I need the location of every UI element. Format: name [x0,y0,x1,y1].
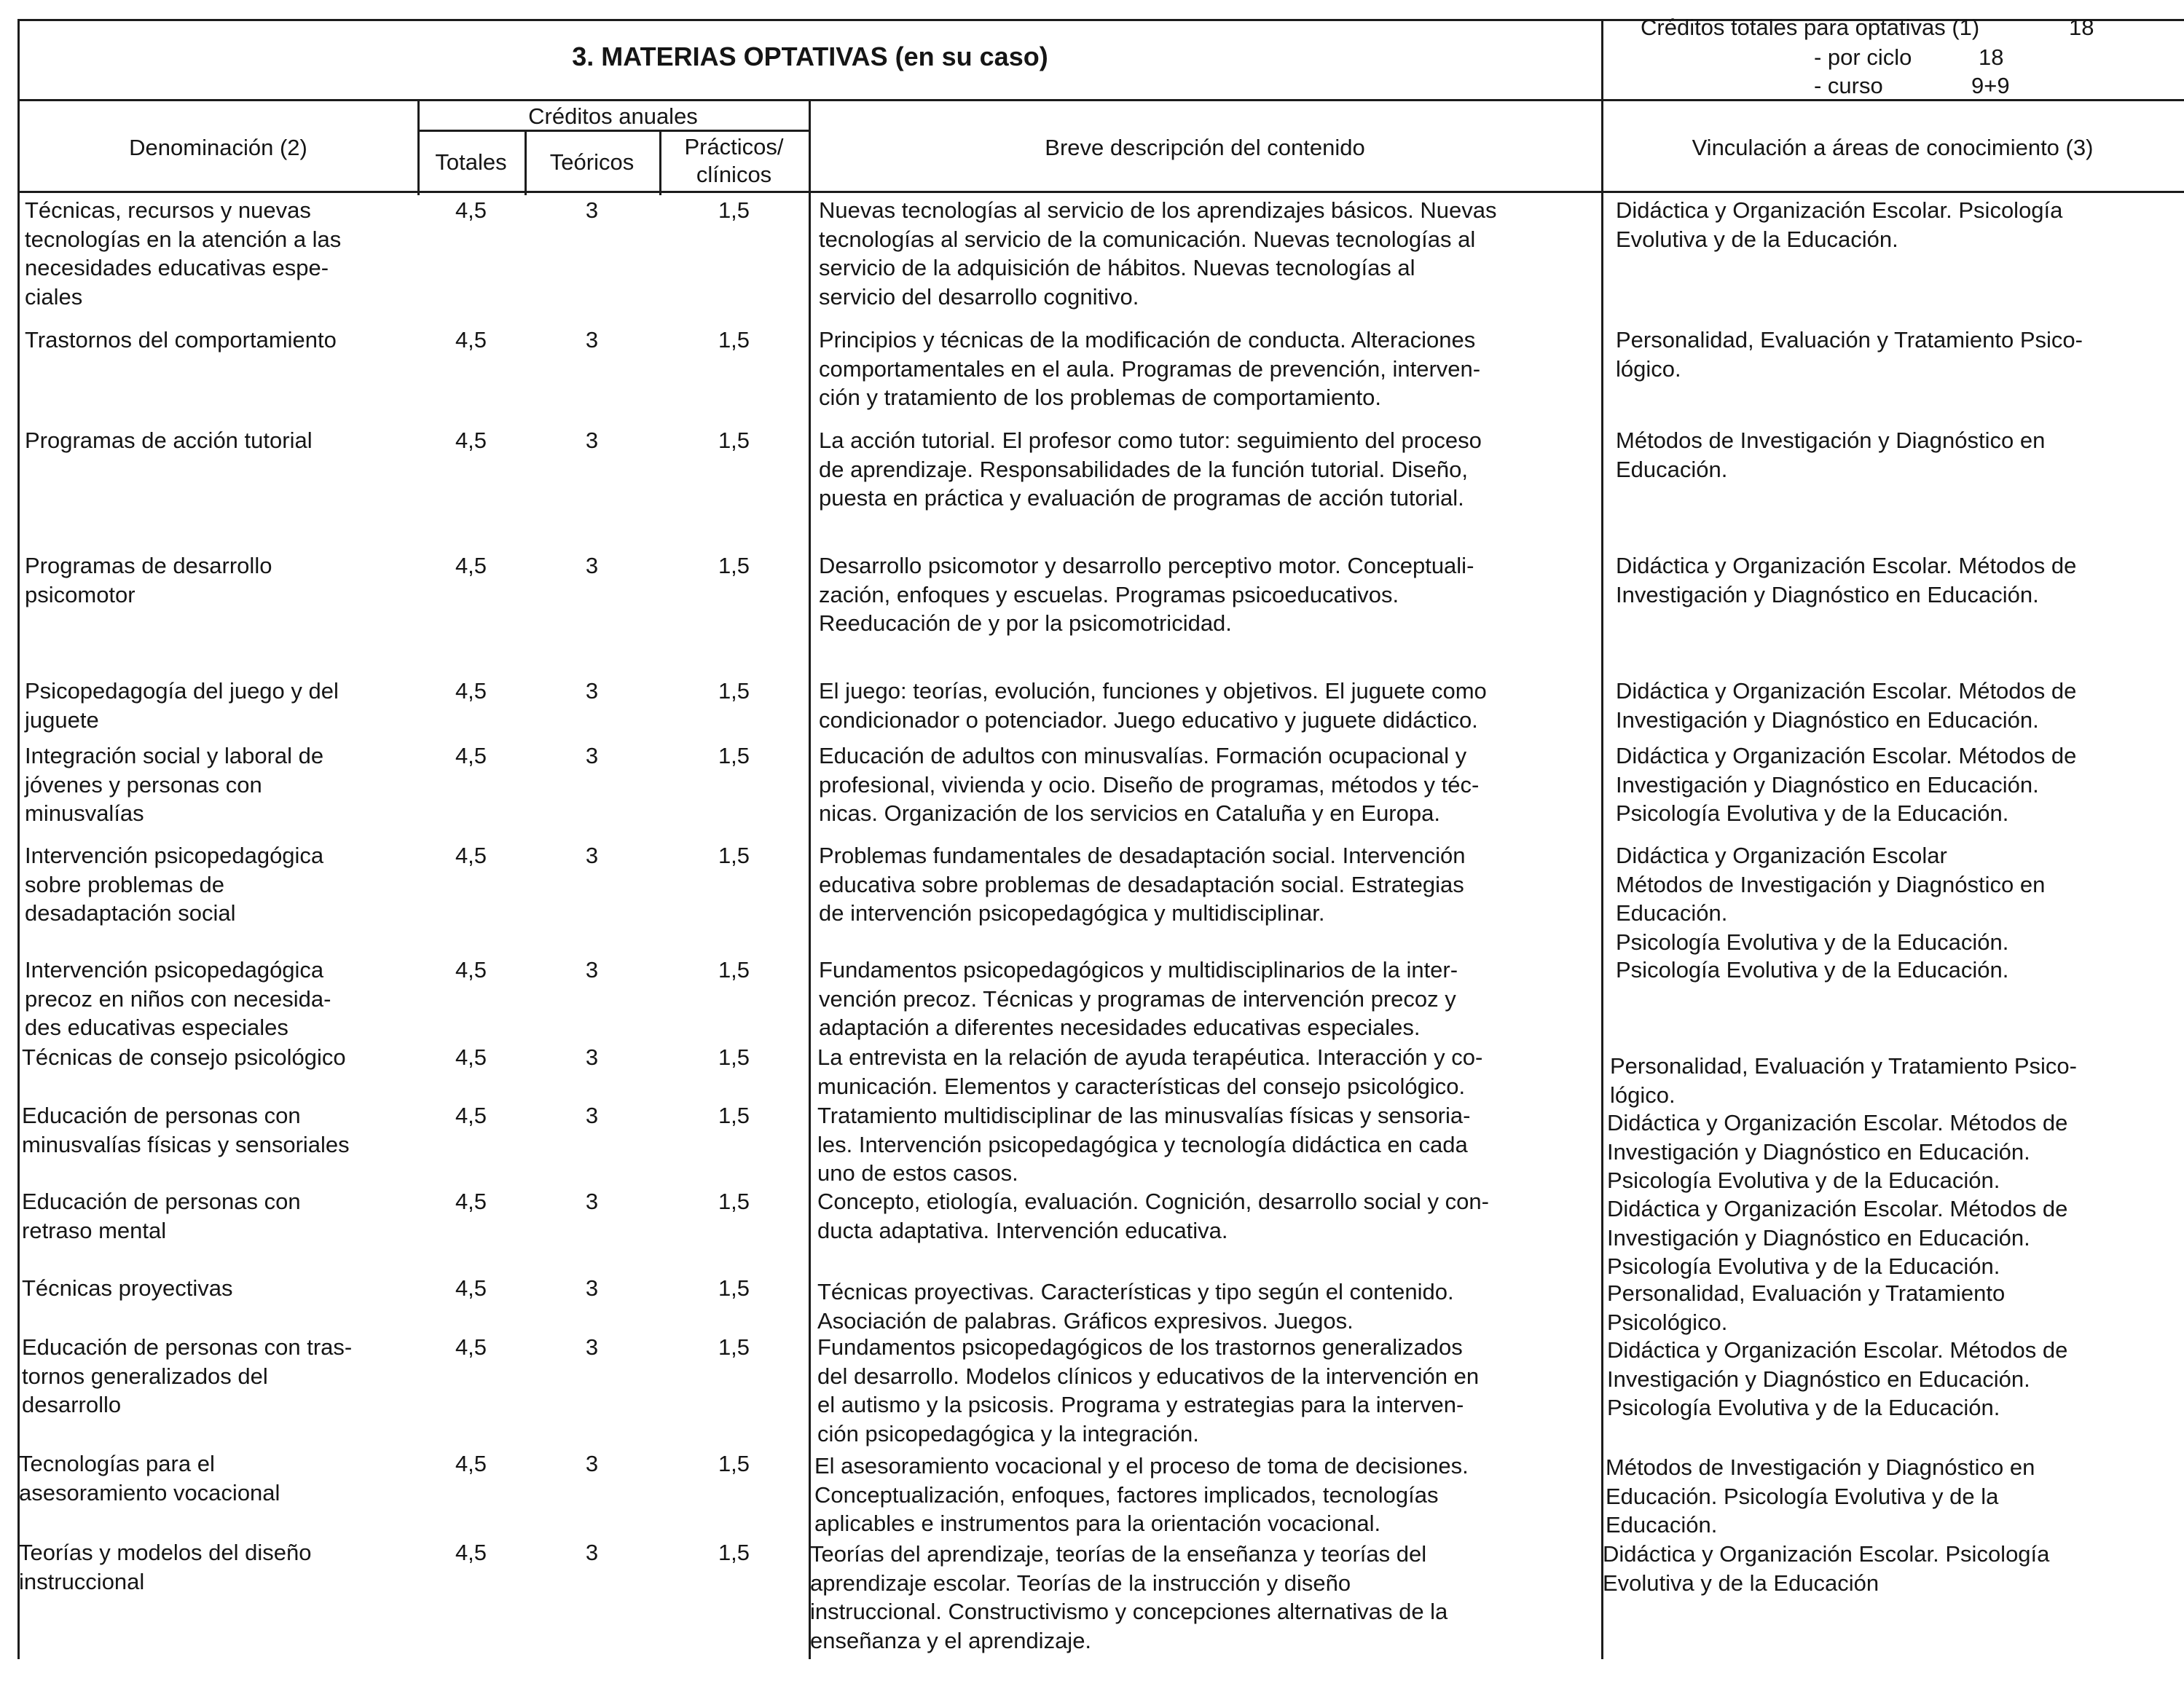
row-theoretical: 3 [585,1044,599,1070]
row-name: Técnicas, recursos y nuevas tecnologías en la atención a las necesidades educativas espe- ciales [25,197,342,310]
row-theoretical: 3 [585,743,599,768]
row-totals: 4,5 [455,197,487,223]
row-theoretical: 3 [585,1103,599,1128]
row-totals: 4,5 [455,743,487,768]
row-areas: Métodos de Investigación y Diagnóstico en Educación. [1616,428,2046,482]
row-name: Psicopedagogía del juego y del juguete [25,678,339,733]
per-cycle-value: 18 [1979,44,2004,70]
row-areas: Didáctica y Organización Escolar. Psicología Evolutiva y de la Educación [1603,1541,2050,1596]
row-description: La acción tutorial. El profesor como tutor: seguimiento del proceso de aprendizaje. Responsabilidades de la función tutorial. Diseño, puesta en práctica y evaluación de programas de acción tutorial. [819,428,1482,511]
row-description: El juego: teorías, evolución, funciones y objetivos. El juguete como condicionador o potenciador. Juego educativo y juguete didáctico. [819,678,1487,733]
row-practical: 1,5 [718,553,750,578]
row-practical: 1,5 [718,743,750,768]
column-header-practical: Prácticos/ clínicos [684,134,784,187]
row-theoretical: 3 [585,678,599,704]
row-practical: 1,5 [718,1044,750,1070]
row-practical: 1,5 [718,1275,750,1301]
row-areas: Personalidad, Evaluación y Tratamiento Psico- lógico. [1610,1053,2077,1108]
row-theoretical: 3 [585,1334,599,1360]
row-totals: 4,5 [455,957,487,983]
row-practical: 1,5 [718,1334,750,1360]
page-title: 3. MATERIAS OPTATIVAS (en su caso) [572,42,1048,71]
row-totals: 4,5 [455,1451,487,1476]
per-course-label: - curso [1814,73,1883,98]
row-totals: 4,5 [455,1334,487,1360]
row-theoretical: 3 [585,843,599,868]
column-header-theoretical: Teóricos [549,149,635,175]
per-cycle-label: - por ciclo [1814,44,1912,70]
row-description: Desarrollo psicomotor y desarrollo perceptivo motor. Conceptuali- zación, enfoques y escuelas. Programas psicoeducativos. Reeducación de y por la psicomotricidad. [819,553,1474,636]
column-header-areas: Vinculación a áreas de conocimiento (3) [1692,135,2094,160]
row-totals: 4,5 [455,327,487,353]
per-course-value: 9+9 [1971,73,2010,98]
row-name: Intervención psicopedagógica sobre problemas de desadaptación social [25,843,324,926]
row-practical: 1,5 [718,428,750,453]
row-theoretical: 3 [585,428,599,453]
table-left-border [17,19,20,1659]
row-areas: Didáctica y Organización Escolar. Métodos de Investigación y Diagnóstico en Educación. Psicología Evolutiva y de la Educación. [1607,1337,2068,1420]
row-totals: 4,5 [455,843,487,868]
row-description: Fundamentos psicopedagógicos de los trastornos generalizados del desarrollo. Modelos clínicos y educativos de la intervención en el autismo y la psicosis. Programa y estrategias para la interven- ción psicopedagógica y la integración. [817,1334,1480,1446]
row-name: Educación de personas con minusvalías físicas y sensoriales [22,1103,350,1157]
row-description: Principios y técnicas de la modificación de conducta. Alteraciones comportamentales en el aula. Programas de prevención, interven- ción y tratamiento de los problemas de comportamiento. [819,327,1481,410]
row-areas: Didáctica y Organización Escolar. Psicología Evolutiva y de la Educación. [1616,197,2063,252]
row-practical: 1,5 [718,1451,750,1476]
row-areas: Personalidad, Evaluación y Tratamiento Psicológico. [1607,1280,2006,1335]
row-theoretical: 3 [585,957,599,983]
row-description: El asesoramiento vocacional y el proceso de toma de decisiones. Conceptualización, enfoques, factores implicados, tecnologías aplicables e instrumentos para la orientación vocacional. [814,1453,1469,1536]
column-header-description: Breve descripción del contenido [1045,135,1365,160]
row-name: Educación de personas con retraso mental [22,1189,301,1243]
row-description: Tratamiento multidisciplinar de las minusvalías físicas y sensoria- les. Intervención psicopedagógica y tecnología didáctica en cada uno de estos casos. [817,1103,1471,1186]
row-practical: 1,5 [718,197,750,223]
column-header-bottom-border [19,191,2184,193]
row-areas: Didáctica y Organización Escolar. Métodos de Investigación y Diagnóstico en Educación. [1616,553,2077,607]
row-areas: Didáctica y Organización Escolar. Métodos de Investigación y Diagnóstico en Educación. Psicología Evolutiva y de la Educación. [1616,743,2077,826]
row-totals: 4,5 [455,428,487,453]
row-theoretical: 3 [585,327,599,353]
row-areas: Didáctica y Organización Escolar. Métodos de Investigación y Diagnóstico en Educación. Psicología Evolutiva y de la Educación. [1607,1196,2068,1279]
row-theoretical: 3 [585,197,599,223]
row-practical: 1,5 [718,1103,750,1128]
row-description: La entrevista en la relación de ayuda terapéutica. Interacción y co- municación. Elementos y características del consejo psicológico. [817,1044,1483,1099]
row-description: Nuevas tecnologías al servicio de los aprendizajes básicos. Nuevas tecnologías al servicio de la comunicación. Nuevas tecnologías al servicio de la adquisición de hábitos. Nuevas tecnologías al servicio del desarrollo cognitivo. [819,197,1497,310]
row-name: Intervención psicopedagógica precoz en niños con necesida- des educativas especiales [25,957,331,1040]
row-practical: 1,5 [718,678,750,704]
row-description: Técnicas proyectivas. Características y tipo según el contenido. Asociación de palabras. Gráficos expresivos. Juegos. [817,1279,1454,1334]
column-header-annual-credits: Créditos anuales [528,103,698,129]
row-totals: 4,5 [455,1275,487,1301]
row-name: Técnicas de consejo psicológico [22,1044,346,1070]
row-areas: Métodos de Investigación y Diagnóstico en Educación. Psicología Evolutiva y de la Educación. [1606,1454,2035,1538]
row-totals: 4,5 [455,678,487,704]
row-theoretical: 3 [585,1275,599,1301]
column-header-denomination: Denominación (2) [129,135,307,160]
row-name: Tecnologías para el asesoramiento vocacional [19,1451,280,1505]
row-description: Problemas fundamentales de desadaptación social. Intervención educativa sobre problemas de desadaptación social. Estrategias de intervención psicopedagógica y multidisciplinar. [819,843,1466,926]
credits-total-label: Créditos totales para optativas (1) [1641,15,1980,40]
row-name: Técnicas proyectivas [22,1275,233,1301]
row-name: Integración social y laboral de jóvenes y personas con minusvalías [25,743,324,826]
row-practical: 1,5 [718,1540,750,1565]
row-theoretical: 3 [585,1451,599,1476]
row-description: Teorías del aprendizaje, teorías de la enseñanza y teorías del aprendizaje escolar. Teorías de la instrucción y diseño instruccional. Constructivismo y concepciones alternativas de la enseñanza y el aprendizaje. [810,1541,1448,1653]
row-description: Fundamentos psicopedagógicos y multidisciplinarios de la inter- vención precoz. Técnicas y programas de intervención precoz y adaptación a diferentes necesidades educativas especiales. [819,957,1458,1040]
row-name: Teorías y modelos del diseño instruccional [19,1540,312,1594]
row-totals: 4,5 [455,1189,487,1214]
row-practical: 1,5 [718,843,750,868]
row-practical: 1,5 [718,1189,750,1214]
row-name: Programas de acción tutorial [25,428,313,453]
row-areas: Didáctica y Organización Escolar. Métodos de Investigación y Diagnóstico en Educación. [1616,678,2077,733]
row-totals: 4,5 [455,1540,487,1565]
row-name: Educación de personas con tras- tornos generalizados del desarrollo [22,1334,353,1417]
col-divider-description [1601,19,1603,1659]
row-theoretical: 3 [585,1540,599,1565]
row-areas: Personalidad, Evaluación y Tratamiento Psico- lógico. [1616,327,2083,382]
row-practical: 1,5 [718,957,750,983]
row-name: Trastornos del comportamiento [25,327,337,353]
row-areas: Psicología Evolutiva y de la Educación. [1616,957,2009,983]
row-totals: 4,5 [455,1044,487,1070]
row-name: Programas de desarrollo psicomotor [25,553,272,607]
row-areas: Didáctica y Organización Escolar Métodos de Investigación y Diagnóstico en Educación. Psicología Evolutiva y de la Educación. [1616,843,2046,955]
col-divider-credits-end [809,99,811,1659]
row-description: Concepto, etiología, evaluación. Cognición, desarrollo social y con- ducta adaptativa. Intervención educativa. [817,1189,1489,1243]
row-theoretical: 3 [585,1189,599,1214]
row-totals: 4,5 [455,553,487,578]
row-practical: 1,5 [718,327,750,353]
row-theoretical: 3 [585,553,599,578]
credits-total-value: 18 [2069,15,2094,40]
row-areas: Didáctica y Organización Escolar. Métodos de Investigación y Diagnóstico en Educación. Psicología Evolutiva y de la Educación. [1607,1110,2068,1193]
row-description: Educación de adultos con minusvalías. Formación ocupacional y profesional, vivienda y ocio. Diseño de programas, métodos y téc- nicas. Organización de los servicios en Cataluña y en Europa. [819,743,1480,826]
row-totals: 4,5 [455,1103,487,1128]
column-header-totals: Totales [435,149,507,175]
